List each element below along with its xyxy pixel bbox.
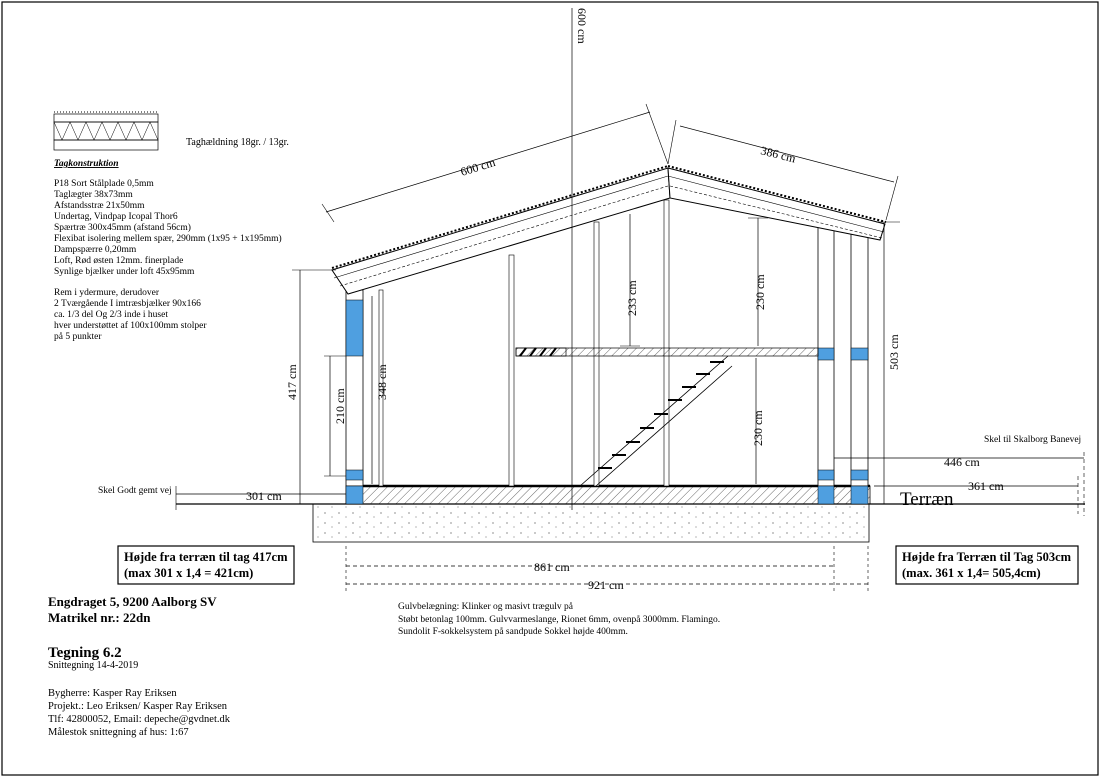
dim-361: 361 cm [968, 479, 1004, 493]
box-height-left [118, 546, 294, 584]
svg-text:Afstandsstræ 21x50mm: Afstandsstræ 21x50mm [54, 201, 145, 211]
svg-text:på 5 punkter: på 5 punkter [54, 332, 102, 342]
matrikel-line: Matrikel nr.: 22dn [48, 610, 151, 625]
svg-text:P18 Sort Stålplade 0,5mm: P18 Sort Stålplade 0,5mm [54, 179, 154, 189]
loft-floor [516, 348, 818, 356]
svg-text:Højde fra Terræn til Tag 503cm: Højde fra Terræn til Tag 503cm [902, 550, 1072, 564]
roof-legend-swatch [54, 112, 158, 150]
terrain-label: Terræn [900, 489, 954, 510]
svg-text:Støbt betonlag 100mm. Gulvvarm: Støbt betonlag 100mm. Gulvvarmeslange, Rionet 6mm, ovenpå 3000mm. Flamingo. [398, 615, 721, 625]
skel-left-label: Skel Godt gemt vej [98, 486, 172, 496]
svg-text:2 Tværgående I imtræsbjælker 9: 2 Tværgående I imtræsbjælker 90x166 [54, 299, 201, 309]
dim-446: 446 cm [944, 455, 980, 469]
dim-600-vertical: 600 cm [575, 8, 589, 44]
svg-text:Loft, Rød østen 12mm. finerpla: Loft, Rød østen 12mm. finerplade [54, 256, 184, 266]
dim-210: 210 cm [333, 388, 347, 424]
roof-left-slope [332, 166, 670, 294]
svg-text:Bygherre: Kasper Ray Eriksen: Bygherre: Kasper Ray Eriksen [48, 688, 177, 699]
skel-right-label: Skel til Skalborg Banevej [984, 435, 1082, 445]
svg-text:Flexibat isolering mellem spær: Flexibat isolering mellem spær, 290mm (1x95 + 1x195mm) [54, 234, 282, 244]
dim-861: 861 cm [534, 560, 570, 574]
box-height-right [896, 546, 1078, 584]
svg-text:Undertag, Vindpap Icopal Thor6: Undertag, Vindpap Icopal Thor6 [54, 212, 178, 222]
svg-text:Synlige bjælker under loft 45x: Synlige bjælker under loft 45x95mm [54, 267, 195, 277]
floor-slab [346, 486, 870, 504]
svg-text:Spærtræ 300x45mm (afstand 56cm: Spærtræ 300x45mm (afstand 56cm) [54, 223, 191, 233]
svg-text:Dampspærre 0,20mm: Dampspærre 0,20mm [54, 245, 137, 255]
credits [48, 688, 231, 738]
svg-text:(max. 361 x 1,4= 505,4cm): (max. 361 x 1,4= 505,4cm) [902, 566, 1041, 580]
svg-text:Sundolit F-sokkelsystem på san: Sundolit F-sokkelsystem på sandpude Sokkel højde 400mm. [398, 627, 628, 637]
foundation [313, 504, 869, 542]
drawing-title: Tegning 6.2 [48, 645, 122, 661]
post [664, 200, 669, 486]
dim-230-lower: 230 cm [751, 410, 765, 446]
svg-text:Projekt.: Leo Eriksen/ Kasper: Projekt.: Leo Eriksen/ Kasper Ray Eriksen [48, 701, 228, 712]
svg-text:Tlf: 42800052, Email: depeche@: Tlf: 42800052, Email: depeche@gvdnet.dk [48, 714, 231, 725]
roof-slope-label: Taghældning 18gr. / 13gr. [186, 137, 289, 148]
dim-600-roof: 600 cm [458, 155, 497, 179]
svg-text:Rem i ydermure, derudover: Rem i ydermure, derudover [54, 288, 159, 298]
svg-text:(max 301 x 1,4 = 421cm): (max 301 x 1,4 = 421cm) [124, 566, 254, 580]
dim-233: 233 cm [625, 280, 639, 316]
beam-notes [54, 288, 207, 342]
svg-text:Målestok snittegning af hus: 1: Målestok snittegning af hus: 1:67 [48, 727, 189, 738]
left-wall-insulation [346, 300, 363, 356]
address-line: Engdraget 5, 9200 Aalborg SV [48, 594, 217, 609]
dim-386-roof: 386 cm [759, 143, 798, 166]
drawing-subtitle: Snittegning 14-4-2019 [48, 660, 139, 671]
dim-921: 921 cm [588, 578, 624, 592]
sheet-border [2, 2, 1098, 775]
dim-417: 417 cm [285, 364, 299, 400]
dim-503: 503 cm [887, 334, 901, 370]
dim-348: 348 cm [375, 364, 389, 400]
svg-text:Gulvbelægning: Klinker og masi: Gulvbelægning: Klinker og masivt trægulv på [398, 602, 573, 612]
roof-construction-heading: Tagkonstruktion [54, 159, 119, 169]
roof-right-slope [668, 166, 886, 240]
svg-text:Højde fra terræn til tag 417cm: Højde fra terræn til tag 417cm [124, 550, 288, 564]
floor-notes [398, 601, 720, 637]
roof-construction-notes [54, 178, 282, 277]
svg-text:ca. 1/3 del Og 2/3 inde i huse: ca. 1/3 del Og 2/3 inde i huset [54, 310, 168, 320]
svg-text:Taglægter 38x73mm: Taglægter 38x73mm [54, 190, 133, 200]
dim-301: 301 cm [246, 489, 282, 503]
dim-230-upper: 230 cm [753, 274, 767, 310]
post [509, 255, 514, 486]
svg-text:hver understøttet af 100x100mm: hver understøttet af 100x100mm stolper [54, 321, 207, 331]
stair [580, 356, 732, 486]
